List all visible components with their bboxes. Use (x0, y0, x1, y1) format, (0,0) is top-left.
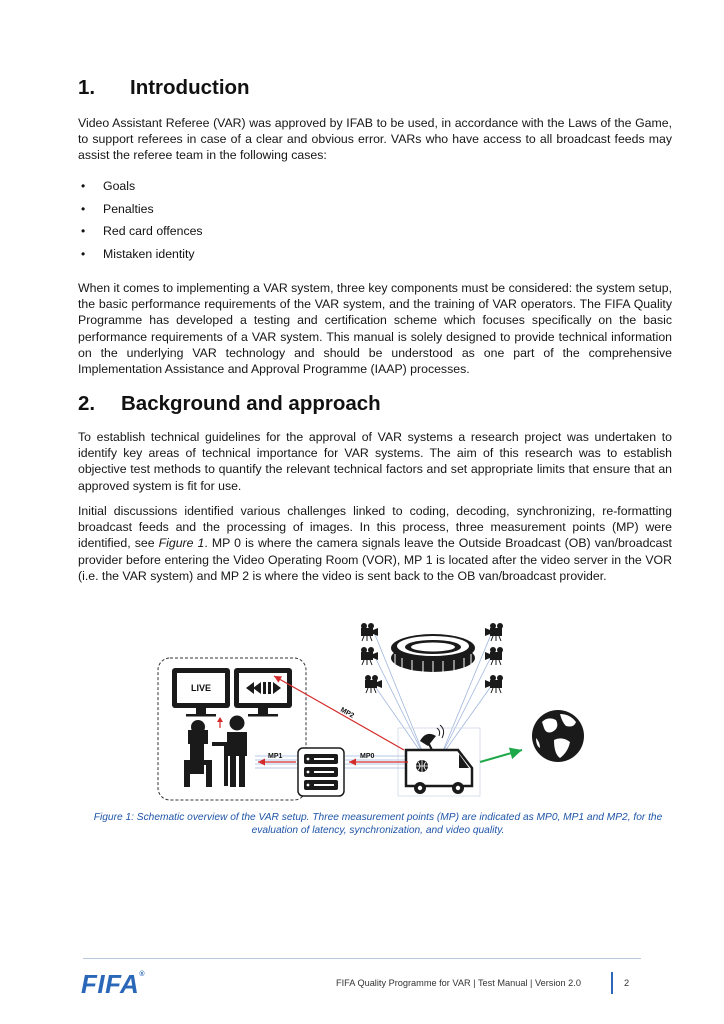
page-number: 2 (624, 978, 630, 988)
section-heading-background (78, 392, 381, 416)
stadium-icon (391, 634, 475, 673)
intro-paragraph-1: Video Assistant Referee (VAR) was approved by IFAB to be used, in accordance with the Laws of the Game, to support referees in case of a clear and obvious error. VARs who have access to all broadcast feeds may assist the referee team in the following cases: (78, 116, 672, 163)
fifa-logo: FIFA® (81, 969, 146, 999)
list-item: • Red card offences (78, 223, 203, 246)
paragraph-text: . MP 0 is where the camera signals leave the Outside Broadcast (OB) van/broadcast provider before entering the Video Operating Room (VOR), MP 1 is located after the video server in the VOR (i.e. the VAR system) and MP 2 is where the video is sent back to the OB van/broadcast provider. (78, 536, 672, 583)
section-heading-introduction (78, 76, 250, 100)
paragraph-text: Initial discussions identified various challenges linked to coding, decoding, synchronizing, re-formatting broadcast feeds and the processing of images. In this process, three measurement points (MP) were identified, see (78, 504, 672, 551)
intro-paragraph-2: When it comes to implementing a VAR system, three key components must be considered: the system setup, the basic performance requirements of the VAR system, and the training of VAR operators. The FIFA Quality Programme has developed a testing and certification scheme which focuses specifically on the basic performance requirements of a VAR system. This manual is solely designed to provide technical information on the underlying VAR technology and should be understood as one part of the comprehensive Implementation Assistance and Approval Programme (IAAP) processes. (78, 281, 672, 377)
globe-icon (532, 710, 584, 762)
camera-icon (485, 647, 503, 665)
background-paragraph-2 (78, 503, 672, 584)
camera-icon (485, 623, 503, 641)
list-item: • Mistaken identity (78, 246, 203, 269)
list-item: • Penalties (78, 201, 203, 224)
mp1-label: MP1 (268, 753, 283, 760)
var-setup-figure (150, 610, 590, 810)
broadcast-out-arrow (480, 750, 522, 762)
footer-divider (83, 958, 641, 959)
mp0-label: MP0 (360, 753, 375, 760)
footer-document-title: FIFA Quality Programme for VAR | Test Manual | Version 2.0 (336, 978, 581, 988)
section-title: Introduction (130, 76, 250, 99)
camera-icon (485, 675, 503, 693)
camera-icon (361, 623, 378, 641)
mp2-label: MP2 (339, 706, 356, 720)
live-label: LIVE (190, 683, 212, 693)
camera-icon (361, 647, 378, 665)
footer-separator (611, 972, 613, 994)
var-operators-icon (184, 716, 247, 788)
figure-caption: Figure 1: Schematic overview of the VAR setup. Three measurement points (MP) are indicated as MP0, MP1 and MP2, for the evaluation of latency, synchronization, and video quality. (93, 812, 663, 836)
background-paragraph-1: To establish technical guidelines for the approval of VAR systems a research project was undertaken to identify key areas of technical importance for VAR systems. The aim of this research was to establish objective test methods to quantify the relevant technical factors and set appropriate limits that ensure that an approved system is fit for use. (78, 430, 672, 493)
section-number: 2. (78, 392, 96, 415)
section-number: 1. (78, 76, 96, 99)
playback-monitor-icon (234, 668, 292, 717)
mp2-arrow (274, 676, 404, 750)
ob-van-icon (398, 725, 480, 796)
section-title: Background and approach (121, 392, 381, 415)
cases-list (78, 178, 203, 269)
camera-icon (365, 675, 382, 693)
figure-reference-link[interactable]: Figure 1 (158, 536, 205, 551)
list-item: • Goals (78, 178, 203, 201)
video-server-icon (298, 748, 344, 796)
